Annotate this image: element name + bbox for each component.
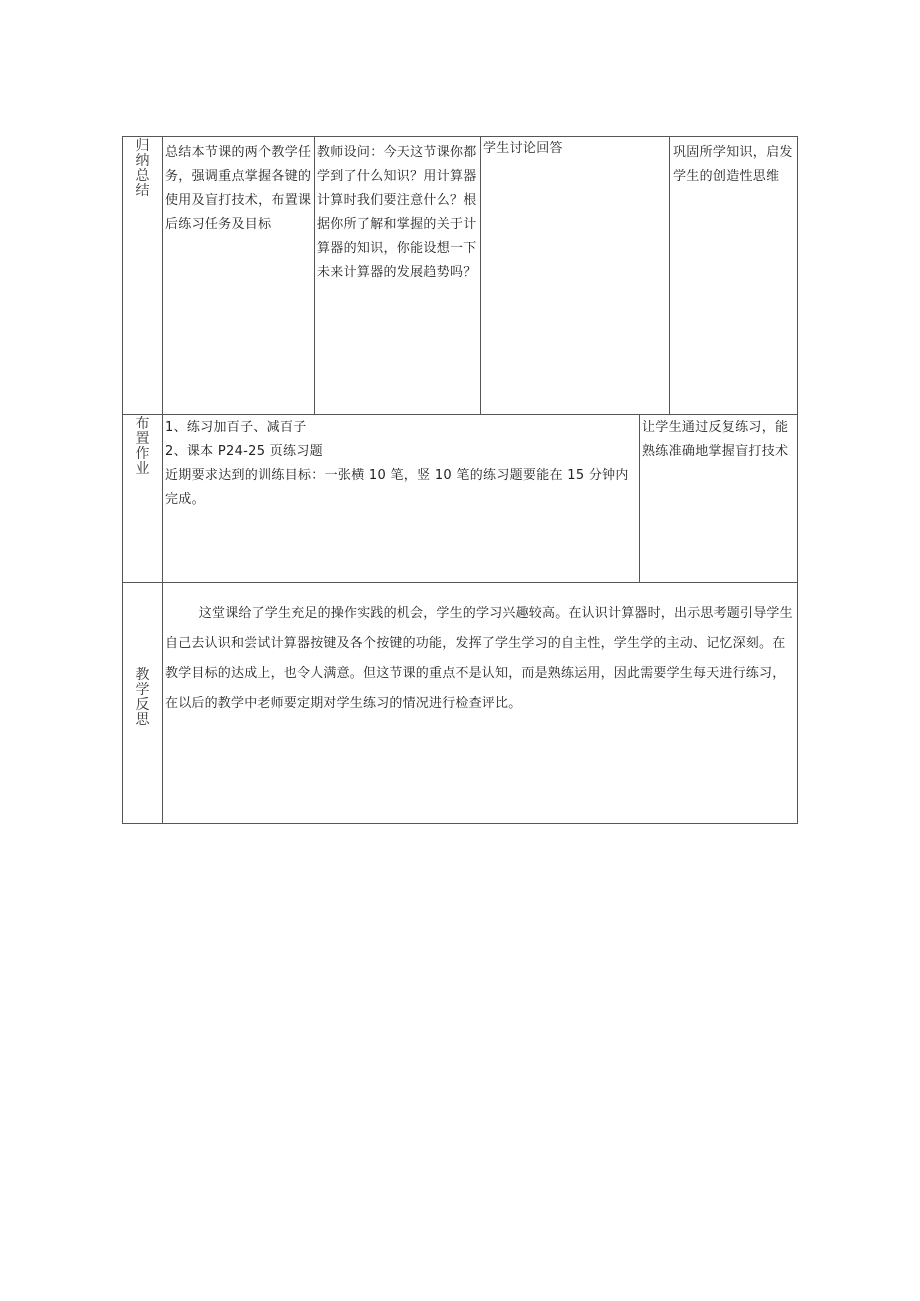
summary-teacher-activity: 教师设问：今天这节课你都学到了什么知识？用计算器计算时我们要注意什么？根据你所了解和掌握的关于计算器的知识，你能设想一下未来计算器的发展趋势吗？ bbox=[315, 137, 481, 414]
summary-student-activity: 学生讨论回答 bbox=[481, 137, 670, 414]
summary-teaching-content: 总结本节课的两个教学任务，强调重点掌握各键的使用及盲打技术，布置课后练习任务及目标 bbox=[163, 137, 315, 414]
lesson-plan-table bbox=[122, 136, 798, 824]
homework-label bbox=[123, 415, 163, 582]
summary-label-char: 总 bbox=[135, 168, 150, 184]
reflection-text: 这堂课给了学生充足的操作实践的机会，学生的学习兴趣较高。在认识计算器时，出示思考题引导学生自己去认识和尝试计算器按键及各个按键的功能，发挥了学生学习的自主性，学生学的主动、记忆深刻。在教学目标的达成上，也令人满意。但这节课的重点不是认知，而是熟练运用，因此需要学生每天进行练习，在以后的教学中老师要定期对学生练习的情况进行检查评比。 bbox=[165, 606, 793, 711]
homework-content bbox=[163, 415, 640, 582]
homework-design-intent: 让学生通过反复练习，能熟练准确地掌握盲打技术 bbox=[642, 420, 789, 459]
homework-label-char: 置 bbox=[135, 431, 150, 447]
reflection-label-char: 思 bbox=[135, 712, 150, 728]
summary-label-char: 归 bbox=[135, 138, 150, 154]
homework-item-2: 2、课本 P24-25 页练习题 bbox=[165, 444, 323, 459]
summary-row bbox=[122, 136, 798, 415]
homework-label-char: 业 bbox=[135, 461, 150, 477]
reflection-label-char: 学 bbox=[135, 682, 150, 698]
homework-row bbox=[122, 414, 798, 583]
homework-item-1: 1、练习加百子、减百子 bbox=[165, 420, 307, 435]
homework-label-char: 布 bbox=[135, 416, 150, 432]
summary-label-char: 纳 bbox=[135, 153, 150, 169]
reflection-label bbox=[123, 583, 163, 823]
reflection-label-char: 反 bbox=[135, 697, 150, 713]
reflection-label-char: 教 bbox=[135, 667, 150, 683]
summary-label bbox=[123, 137, 163, 414]
homework-label-char: 作 bbox=[135, 446, 150, 462]
summary-label-char: 结 bbox=[135, 183, 150, 199]
reflection-row bbox=[122, 582, 798, 824]
summary-design-intent: 巩固所学知识，启发学生的创造性思维 bbox=[673, 145, 793, 184]
homework-goal: 近期要求达到的训练目标：一张横 10 笔，竖 10 笔的练习题要能在 15 分钟内完成。 bbox=[165, 468, 629, 507]
